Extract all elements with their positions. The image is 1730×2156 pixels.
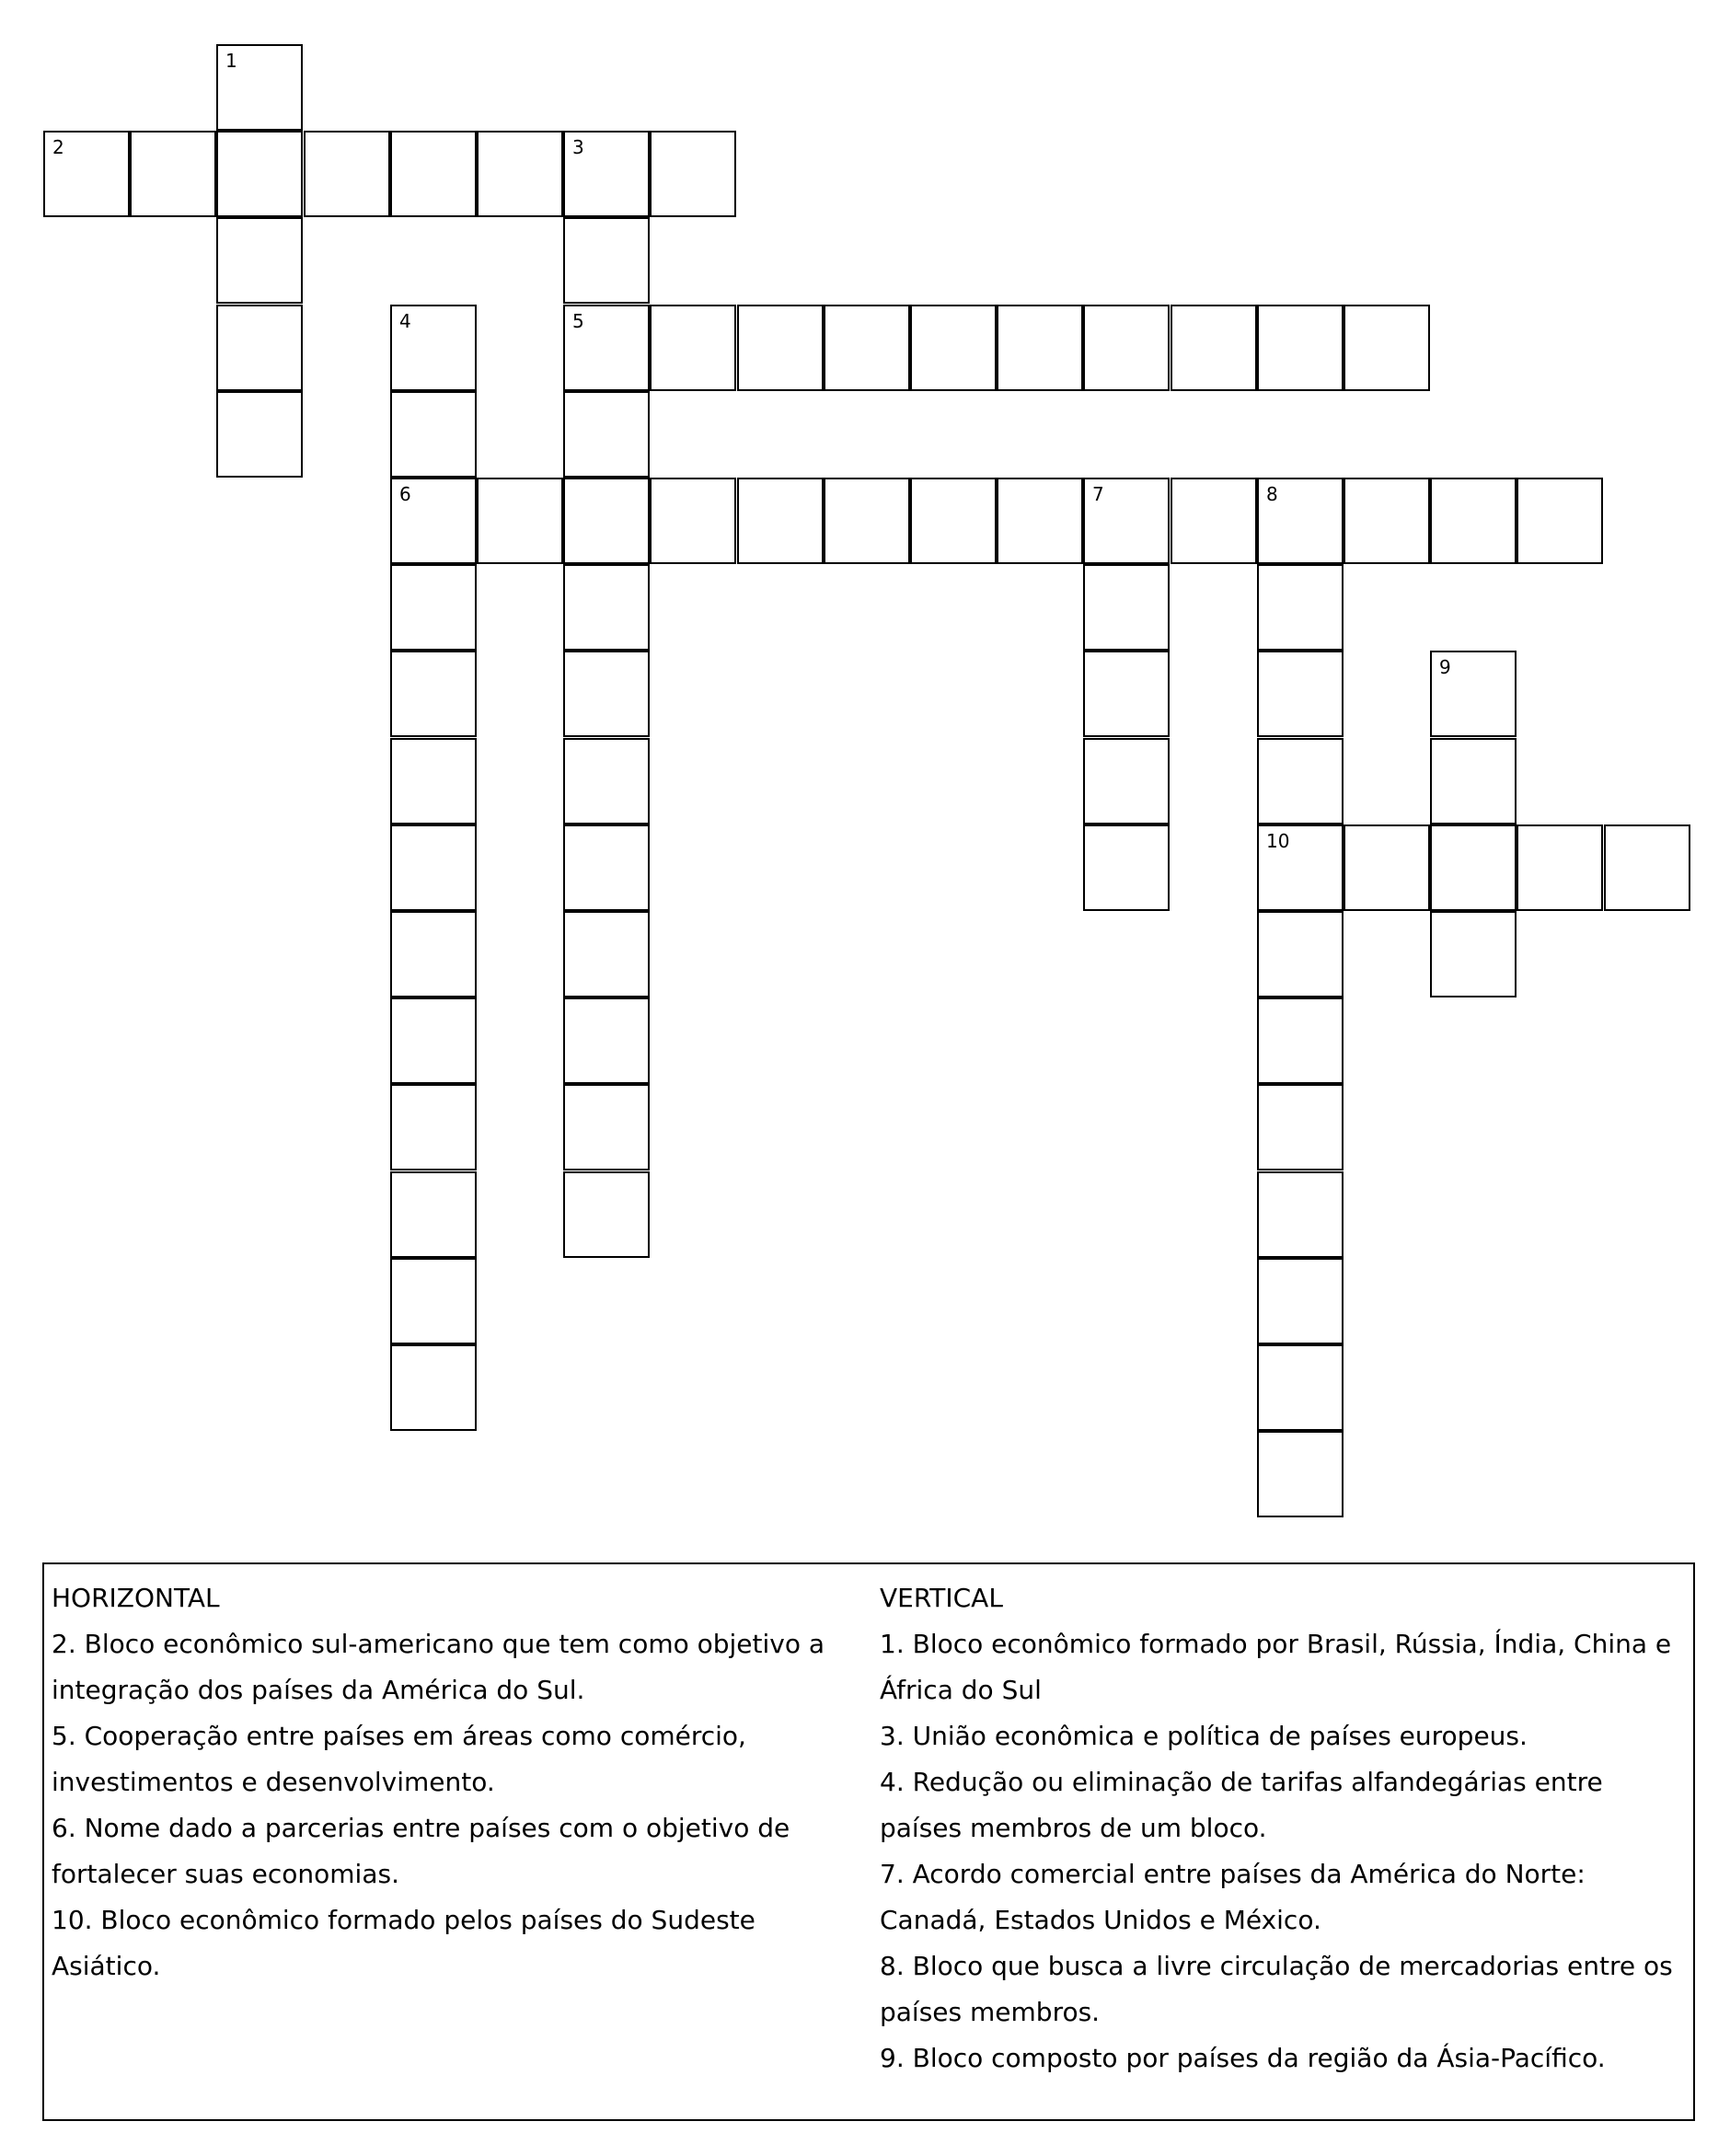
clue-number-3: 3 [572, 136, 584, 158]
across-clue-5: 5. Cooperação entre países em áreas como comércio, investimentos e desenvolvimento. [52, 1721, 746, 1797]
grid-cell-r10-c14[interactable] [1257, 911, 1344, 997]
down-clue-4: 4. Redução ou eliminação de tarifas alfandegárias entre países membros de um bloco. [880, 1767, 1603, 1843]
grid-cell-r5-c5[interactable] [477, 478, 563, 564]
grid-cell-r3-c15[interactable] [1344, 305, 1430, 391]
across-heading: HORIZONTAL [52, 1583, 220, 1613]
grid-cell-r1-c3[interactable] [304, 131, 390, 217]
grid-cell-r4-c2[interactable] [216, 391, 303, 478]
grid-cell-r8-c16[interactable] [1430, 738, 1517, 824]
grid-cell-r3-c2[interactable] [216, 305, 303, 391]
down-clue-1: 1. Bloco econômico formado por Brasil, Rússia, Índia, China e África do Sul [880, 1629, 1672, 1705]
clue-number-4: 4 [399, 310, 411, 332]
clue-number-5: 5 [572, 310, 584, 332]
down-clues-column [880, 1575, 1690, 2081]
grid-cell-r3-c6[interactable] [563, 305, 650, 391]
grid-cell-r5-c4[interactable] [390, 478, 477, 564]
down-clue-9: 9. Bloco composto por países da região da Ásia-Pacífico. [880, 2043, 1606, 2073]
grid-cell-r5-c13[interactable] [1171, 478, 1257, 564]
grid-cell-r1-c5[interactable] [477, 131, 563, 217]
across-clue-6: 6. Nome dado a parcerias entre países com o objetivo de fortalecer suas economias. [52, 1813, 790, 1889]
grid-cell-r14-c14[interactable] [1257, 1258, 1344, 1344]
grid-cell-r6-c12[interactable] [1083, 564, 1170, 651]
grid-cell-r2-c6[interactable] [563, 217, 650, 304]
grid-cell-r6-c6[interactable] [563, 564, 650, 651]
grid-cell-r3-c11[interactable] [997, 305, 1083, 391]
grid-cell-r7-c16[interactable] [1430, 651, 1517, 737]
clue-number-1: 1 [225, 50, 237, 72]
grid-cell-r10-c4[interactable] [390, 911, 477, 997]
grid-cell-r1-c6[interactable] [563, 131, 650, 217]
grid-cell-r3-c12[interactable] [1083, 305, 1170, 391]
grid-cell-r9-c15[interactable] [1344, 824, 1430, 911]
grid-cell-r3-c4[interactable] [390, 305, 477, 391]
grid-cell-r8-c6[interactable] [563, 738, 650, 824]
down-clue-7: 7. Acordo comercial entre países da América do Norte: Canadá, Estados Unidos e México. [880, 1859, 1586, 1935]
grid-cell-r4-c4[interactable] [390, 391, 477, 478]
grid-cell-r5-c6[interactable] [563, 478, 650, 564]
grid-cell-r1-c4[interactable] [390, 131, 477, 217]
grid-cell-r12-c6[interactable] [563, 1084, 650, 1170]
grid-cell-r7-c12[interactable] [1083, 651, 1170, 737]
grid-cell-r9-c6[interactable] [563, 824, 650, 911]
grid-cell-r8-c4[interactable] [390, 738, 477, 824]
grid-cell-r9-c16[interactable] [1430, 824, 1517, 911]
grid-cell-r5-c12[interactable] [1083, 478, 1170, 564]
grid-cell-r15-c4[interactable] [390, 1344, 477, 1431]
across-clue-10: 10. Bloco econômico formado pelos países do Sudeste Asiático. [52, 1905, 755, 1981]
grid-cell-r16-c14[interactable] [1257, 1431, 1344, 1517]
grid-cell-r6-c14[interactable] [1257, 564, 1344, 651]
grid-cell-r3-c8[interactable] [737, 305, 824, 391]
grid-cell-r5-c17[interactable] [1517, 478, 1603, 564]
grid-cell-r7-c14[interactable] [1257, 651, 1344, 737]
grid-cell-r15-c14[interactable] [1257, 1344, 1344, 1431]
grid-cell-r13-c14[interactable] [1257, 1171, 1344, 1258]
clue-number-9: 9 [1439, 656, 1451, 678]
grid-cell-r3-c9[interactable] [824, 305, 910, 391]
down-clue-8: 8. Bloco que busca a livre circulação de mercadorias entre os países membros. [880, 1951, 1673, 2027]
clue-number-8: 8 [1266, 483, 1278, 505]
grid-cell-r11-c14[interactable] [1257, 997, 1344, 1084]
clue-number-6: 6 [399, 483, 411, 505]
grid-cell-r5-c15[interactable] [1344, 478, 1430, 564]
grid-cell-r9-c4[interactable] [390, 824, 477, 911]
clue-number-7: 7 [1092, 483, 1104, 505]
grid-cell-r10-c16[interactable] [1430, 911, 1517, 997]
clue-number-2: 2 [52, 136, 64, 158]
grid-cell-r13-c4[interactable] [390, 1171, 477, 1258]
grid-cell-r11-c4[interactable] [390, 997, 477, 1084]
grid-cell-r12-c14[interactable] [1257, 1084, 1344, 1170]
grid-cell-r3-c13[interactable] [1171, 305, 1257, 391]
down-clue-3: 3. União econômica e política de países europeus. [880, 1721, 1528, 1751]
grid-cell-r5-c7[interactable] [650, 478, 736, 564]
grid-cell-r5-c8[interactable] [737, 478, 824, 564]
clues-box [42, 1562, 1695, 2121]
grid-cell-r12-c4[interactable] [390, 1084, 477, 1170]
clue-number-10: 10 [1266, 830, 1290, 852]
grid-cell-r13-c6[interactable] [563, 1171, 650, 1258]
grid-cell-r1-c1[interactable] [130, 131, 216, 217]
grid-cell-r1-c0[interactable] [43, 131, 130, 217]
grid-cell-r7-c4[interactable] [390, 651, 477, 737]
grid-cell-r11-c6[interactable] [563, 997, 650, 1084]
grid-cell-r5-c10[interactable] [910, 478, 997, 564]
grid-cell-r5-c9[interactable] [824, 478, 910, 564]
grid-cell-r2-c2[interactable] [216, 217, 303, 304]
across-clues-column [52, 1575, 871, 1989]
grid-cell-r4-c6[interactable] [563, 391, 650, 478]
grid-cell-r0-c2[interactable] [216, 44, 303, 131]
grid-cell-r5-c11[interactable] [997, 478, 1083, 564]
grid-cell-r1-c2[interactable] [216, 131, 303, 217]
grid-cell-r1-c7[interactable] [650, 131, 736, 217]
grid-cell-r9-c12[interactable] [1083, 824, 1170, 911]
grid-cell-r3-c10[interactable] [910, 305, 997, 391]
grid-cell-r3-c14[interactable] [1257, 305, 1344, 391]
grid-cell-r9-c17[interactable] [1517, 824, 1603, 911]
grid-cell-r5-c14[interactable] [1257, 478, 1344, 564]
grid-cell-r9-c14[interactable] [1257, 824, 1344, 911]
grid-cell-r10-c6[interactable] [563, 911, 650, 997]
grid-cell-r3-c7[interactable] [650, 305, 736, 391]
across-clue-2: 2. Bloco econômico sul-americano que tem como objetivo a integração dos países da América do Sul. [52, 1629, 825, 1705]
grid-cell-r8-c12[interactable] [1083, 738, 1170, 824]
grid-cell-r7-c6[interactable] [563, 651, 650, 737]
grid-cell-r5-c16[interactable] [1430, 478, 1517, 564]
grid-cell-r8-c14[interactable] [1257, 738, 1344, 824]
grid-cell-r14-c4[interactable] [390, 1258, 477, 1344]
grid-cell-r9-c18[interactable] [1604, 824, 1690, 911]
grid-cell-r6-c4[interactable] [390, 564, 477, 651]
down-heading: VERTICAL [880, 1583, 1003, 1613]
